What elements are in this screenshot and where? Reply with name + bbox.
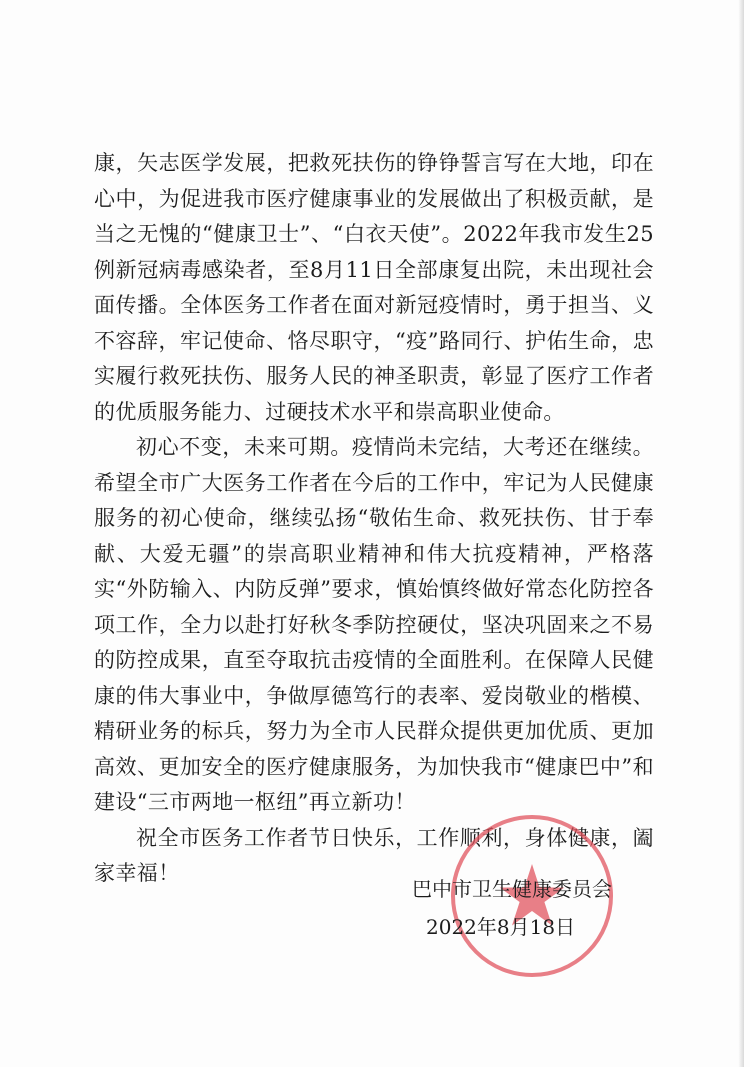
signature-block bbox=[412, 870, 632, 946]
signature-organization: 巴中市卫生健康委员会 bbox=[412, 877, 612, 901]
signature-date: 2022年8月18日 bbox=[426, 915, 576, 939]
paragraph-continuation: 康，矢志医学发展，把救死扶伤的铮铮誓言写在大地，印在心中，为促进我市医疗健康事业的发展做出了积极贡献，是当之无愧的“健康卫士”、“白衣天使”。2022年我市发生25例新冠病毒感染者，至8月11日全部康复出院，未出现社会面传播。全体医务工作者在面对新冠疫情时，勇于担当、义不容辞，牢记使命、恪尽职守，“疫”路同行、护佑生命，忠实履行救死扶伤、服务人民的神圣职责，彰显了医疗工作者的优质服务能力、过硬技术水平和崇高职业使命。 bbox=[94, 151, 654, 424]
letter-body bbox=[94, 146, 654, 892]
page-fold-shadow bbox=[738, 0, 744, 1067]
paragraph-greeting: 祝全市医务工作者节日快乐，工作顺利，身体健康，阖家幸福！ bbox=[94, 825, 654, 885]
paragraph-expectation: 初心不变，未来可期。疫情尚未完结，大考还在继续。希望全市广大医务工作者在今后的工作中，牢记为人民健康服务的初心使命，继续弘扬“敬佑生命、救死扶伤、甘于奉献、大爱无疆”的崇高职业精神和伟大抗疫精神，严格落实“外防输入、内防反弹”要求，慎始慎终做好常态化防控各项工作，全力以赴打好秋冬季防控硬仗，坚决巩固来之不易的防控成果，直至夺取抗击疫情的全面胜利。在保障人民健康的伟大事业中，争做厚德笃行的表率、爱岗敬业的楷模、精研业务的标兵，努力为全市人民群众提供更加优质、更加高效、更加安全的医疗健康服务，为加快我市“健康巴中”和建设“三市两地一枢纽”再立新功！ bbox=[94, 435, 654, 814]
